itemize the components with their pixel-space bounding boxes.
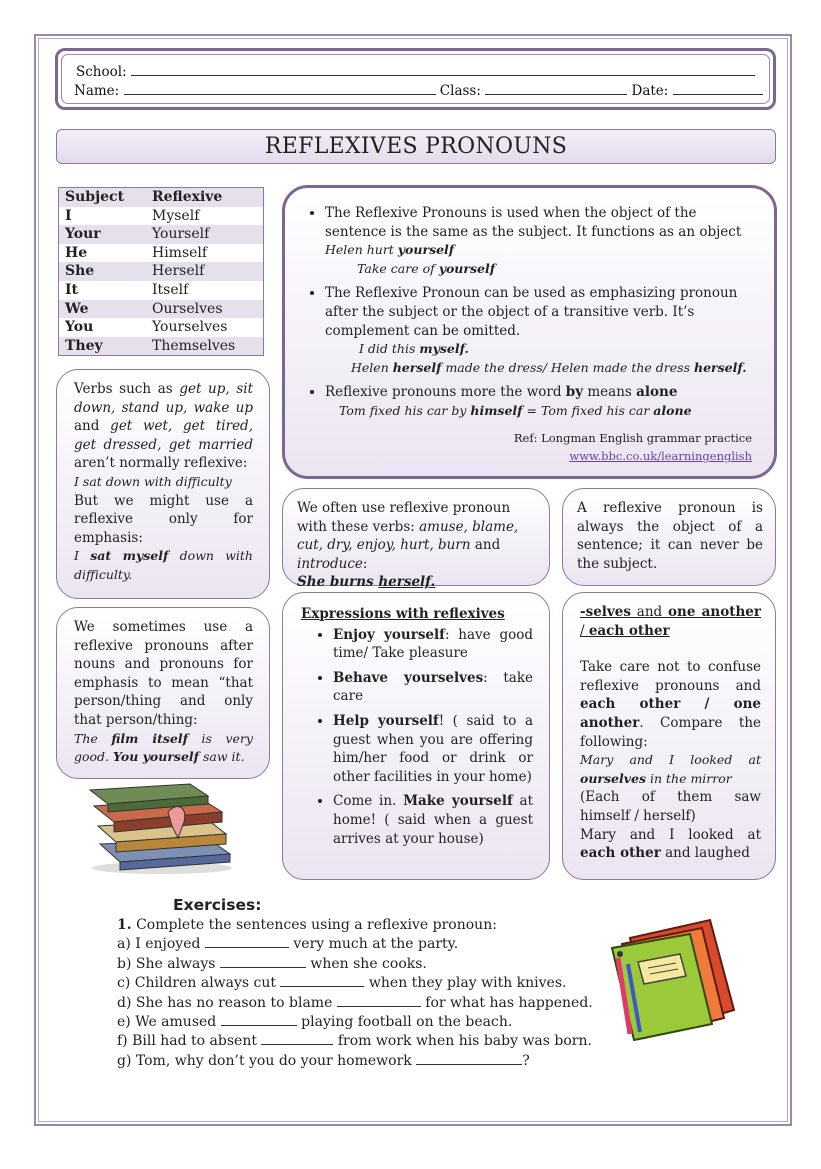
answer-blank[interactable] [280,974,364,987]
table-header: Reflexive [146,188,264,207]
example: Mary and I looked at ourselves in the mirror [580,752,761,786]
school-row [76,62,766,80]
rules-box [282,185,777,479]
subject-cell: I [59,207,147,226]
often-use-box: We often use reflexive pronoun with these verbs: amuse, blame, cut, dry, enjoy, hurt, burn and introduce: She burns herself. [282,488,550,586]
reflexive-cell: Ourselves [146,300,264,319]
exercise-line: b) She always when she cooks. [117,955,427,972]
table-row [59,244,264,263]
rule-text: The Reflexive Pronoun can be used as emphasizing pronoun after the subject or the object of a transitive verb. It’s complement can be omitted. [325,285,738,339]
class-label: Class: [439,83,481,99]
books-illustration [80,782,240,876]
reflexive-cell: Yourselves [146,318,264,337]
date-field[interactable] [673,81,763,95]
table-header-row [59,188,264,207]
answer-blank[interactable] [416,1052,522,1065]
example: Helen hurt yourself [325,242,455,258]
exercise-line: c) Children always cut when they play with knives. [117,975,567,992]
table-header: Subject [59,188,147,207]
list-item: • Enjoy yourself: have good time/ Take pleasure [333,626,533,663]
school-field[interactable] [131,62,755,76]
table-row [59,337,264,356]
object-box: A reflexive pronoun is always the object of a sentence; it can never be the subject. [562,488,776,586]
reflexive-cell: Myself [146,207,264,226]
table-row [59,262,264,281]
example: The film itself is very good. You yourself saw it. [74,730,253,765]
rule-item [325,284,752,377]
example: I sat myself down with difficulty. [74,548,253,582]
answer-blank[interactable] [220,955,306,968]
selves-box: -selves and one another / each other Take care not to confuse reflexive pronouns and each other / one another. Compare the following: Mary and I looked at ourselves in the mirror (Each of them saw himself / herself) Mary and I looked at each other and laughed [562,592,776,880]
table-row [59,225,264,244]
name-row [74,81,774,99]
answer-blank[interactable] [205,935,289,948]
bbc-link[interactable]: www.bbc.co.uk/learningenglish [569,449,752,464]
table-row [59,300,264,319]
answer-blank[interactable] [337,994,421,1007]
expressions-box [282,592,550,880]
selves-title: -selves and one another / each other [580,604,762,639]
student-info-box [55,48,776,110]
example: I sat down with difficulty [74,473,232,489]
exercise-line: f) Bill had to absent from work when his baby was born. [117,1033,592,1050]
reflexive-cell: Herself [146,262,264,281]
exercises-title: Exercises: [173,896,262,914]
name-field[interactable] [124,81,436,95]
subject-cell: We [59,300,147,319]
example: She burns herself. [297,574,436,591]
exercise-instruction: 1. Complete the sentences using a reflexive pronoun: [117,917,497,933]
rule-item: • Reflexive pronouns more the word by means alone Tom fixed his car by himself = Tom fixed his car alone [325,383,752,420]
expressions-list [301,626,533,849]
subject-cell: She [59,262,147,281]
reference-text: Ref: Longman English grammar practice [513,430,752,445]
table-row [59,281,264,300]
subject-cell: They [59,337,147,356]
subject-cell: Your [59,225,147,244]
list-item: • Help yourself! ( said to a guest when you are offering him/her food or drink or other facilities in your home) [333,712,533,786]
name-label: Name: [74,83,120,99]
exercise-line: g) Tom, why don’t you do your homework ? [117,1052,530,1069]
example: I did this myself. [359,341,469,357]
reflexive-cell: Himself [146,244,264,263]
exercise-line: d) She has no reason to blame for what has happened. [117,994,593,1011]
reflexive-cell: Yourself [146,225,264,244]
exercise-1 [117,916,593,1071]
reflexive-cell: Themselves [146,337,264,356]
exercise-line: e) We amused playing football on the beach. [117,1014,513,1031]
rule-text: The Reflexive Pronouns is used when the object of the sentence is the same as the subject. It functions as an object [325,205,742,240]
subject-cell: He [59,244,147,263]
list-item: • Behave yourselves: take care [333,669,533,706]
expressions-title: Expressions with reflexives [301,606,505,622]
reflexive-cell: Itself [146,281,264,300]
rule-item [325,204,752,278]
example: Helen herself made the dress/ Helen made the dress herself. [351,359,747,375]
answer-blank[interactable] [261,1032,333,1045]
subject-cell: It [59,281,147,300]
verbs-box: Verbs such as get up, sit down, stand up, wake up and get wet, get tired, get dressed, get married aren’t normally reflexive: I sat down with difficulty But we might use a reflexive only for emphasis: I sat myself down with difficulty. [56,369,270,599]
page-title: REFLEXIVES PRONOUNS [264,134,568,159]
pronoun-table [58,187,264,356]
example: Take care of yourself [357,260,496,276]
list-item: • Come in. Make yourself at home! ( said when a guest arrives at your house) [333,792,533,848]
subject-cell: You [59,318,147,337]
table-row [59,318,264,337]
date-label: Date: [631,83,669,99]
table-row [59,207,264,226]
class-field[interactable] [485,81,627,95]
rules-list [305,204,752,421]
example: Tom fixed his car by himself = Tom fixed his car alone [339,402,692,418]
school-label: School: [76,64,127,80]
exercise-line: a) I enjoyed very much at the party. [117,936,459,953]
title-banner [56,129,776,164]
answer-blank[interactable] [221,1013,297,1026]
nouns-box: We sometimes use a reflexive pronouns after nouns and pronouns for emphasis to mean “that person/thing and only that person/thing: The film itself is very good. You yourself saw it. [56,607,270,779]
notebook-illustration [600,914,740,1046]
